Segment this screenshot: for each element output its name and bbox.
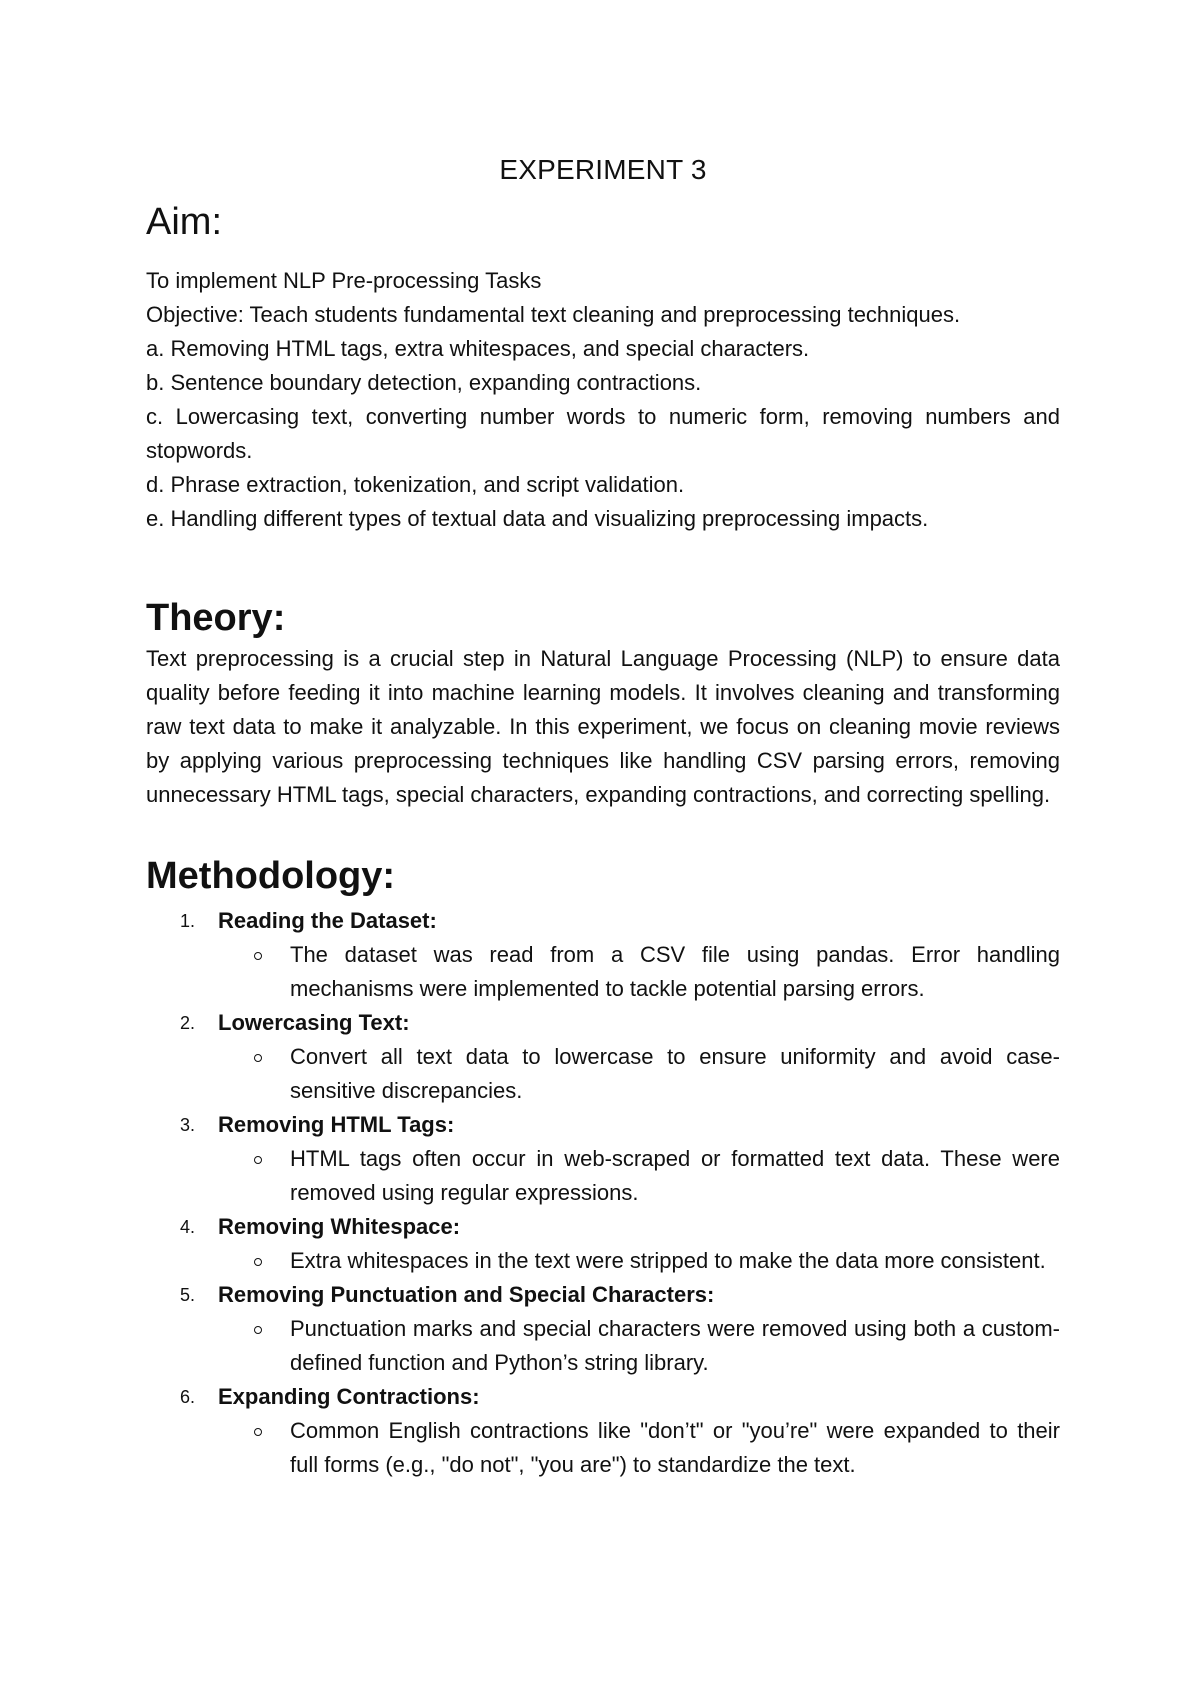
document-content xyxy=(146,150,1060,1482)
step-label: Expanding Contractions: xyxy=(218,1384,480,1409)
methodology-step xyxy=(180,1006,1060,1108)
step-detail xyxy=(290,1312,1060,1380)
step-detail xyxy=(290,1142,1060,1210)
step-label: Lowercasing Text: xyxy=(218,1010,410,1035)
theory-heading: Theory: xyxy=(146,597,286,639)
methodology-step xyxy=(180,1278,1060,1380)
aim-objective-line: Objective: Teach students fundamental text cleaning and preprocessing techniques. xyxy=(146,302,961,327)
step-detail-text: Punctuation marks and special characters were removed using both a custom-defined function and Python’s string library. xyxy=(290,1316,1060,1375)
methodology-heading: Methodology: xyxy=(146,855,396,897)
step-number: 4. xyxy=(180,1217,196,1237)
step-detail-text: Common English contractions like "don’t" or "you’re" were expanded to their full forms (e.g., "do not", "you are") to standardize the text. xyxy=(290,1418,1060,1477)
methodology-section xyxy=(146,852,1060,1482)
methodology-step xyxy=(180,1210,1060,1278)
document-title: EXPERIMENT 3 xyxy=(499,154,707,185)
methodology-step xyxy=(180,904,1060,1006)
aim-line: To implement NLP Pre-processing Tasks xyxy=(146,268,542,293)
step-detail-list xyxy=(180,1312,1060,1380)
theory-paragraph: Text preprocessing is a crucial step in Natural Language Processing (NLP) to ensure data quality before feeding it into machine learning models. It involves cleaning and transforming raw text data to make it analyzable. In this experiment, we focus on cleaning movie reviews by applying various preprocessing techniques like handling CSV parsing errors, removing unnecessary HTML tags, special characters, expanding contractions, and correcting spelling. xyxy=(146,646,1060,807)
aim-heading: Aim: xyxy=(146,201,222,243)
step-number: 1. xyxy=(180,911,196,931)
hollow-circle-bullet-icon xyxy=(254,1326,262,1334)
step-detail-list xyxy=(180,938,1060,1006)
step-number: 5. xyxy=(180,1285,196,1305)
hollow-circle-bullet-icon xyxy=(254,1428,262,1436)
step-label: Removing HTML Tags: xyxy=(218,1112,455,1137)
aim-item-c: c. Lowercasing text, converting number words to numeric form, removing numbers and stopwords. xyxy=(146,404,1060,463)
step-detail-list xyxy=(180,1414,1060,1482)
theory-section xyxy=(146,594,1060,812)
aim-item-a: a. Removing HTML tags, extra whitespaces, and special characters. xyxy=(146,336,810,361)
step-detail-text: Convert all text data to lowercase to ensure uniformity and avoid case-sensitive discrepancies. xyxy=(290,1044,1060,1103)
step-detail-list xyxy=(180,1244,1060,1278)
step-detail xyxy=(290,1244,1060,1278)
step-number: 2. xyxy=(180,1013,196,1033)
step-detail xyxy=(290,938,1060,1006)
aim-section xyxy=(146,198,1060,536)
step-detail-list xyxy=(180,1040,1060,1108)
step-label: Removing Whitespace: xyxy=(218,1214,461,1239)
step-detail-text: HTML tags often occur in web-scraped or formatted text data. These were removed using regular expressions. xyxy=(290,1146,1060,1205)
hollow-circle-bullet-icon xyxy=(254,1258,262,1266)
step-detail-list xyxy=(180,1142,1060,1210)
step-number: 6. xyxy=(180,1387,196,1407)
aim-item-b: b. Sentence boundary detection, expanding contractions. xyxy=(146,370,702,395)
step-label: Removing Punctuation and Special Characters: xyxy=(218,1282,715,1307)
step-detail xyxy=(290,1414,1060,1482)
step-number: 3. xyxy=(180,1115,196,1135)
methodology-list xyxy=(146,904,1060,1482)
aim-item-e: e. Handling different types of textual data and visualizing preprocessing impacts. xyxy=(146,506,929,531)
methodology-step xyxy=(180,1380,1060,1482)
aim-item-d: d. Phrase extraction, tokenization, and script validation. xyxy=(146,472,685,497)
step-detail xyxy=(290,1040,1060,1108)
step-detail-text: Extra whitespaces in the text were stripped to make the data more consistent. xyxy=(290,1248,1046,1273)
step-label: Reading the Dataset: xyxy=(218,908,437,933)
hollow-circle-bullet-icon xyxy=(254,1156,262,1164)
hollow-circle-bullet-icon xyxy=(254,1054,262,1062)
hollow-circle-bullet-icon xyxy=(254,952,262,960)
step-detail-text: The dataset was read from a CSV file using pandas. Error handling mechanisms were implemented to tackle potential parsing errors. xyxy=(290,942,1060,1001)
methodology-step xyxy=(180,1108,1060,1210)
